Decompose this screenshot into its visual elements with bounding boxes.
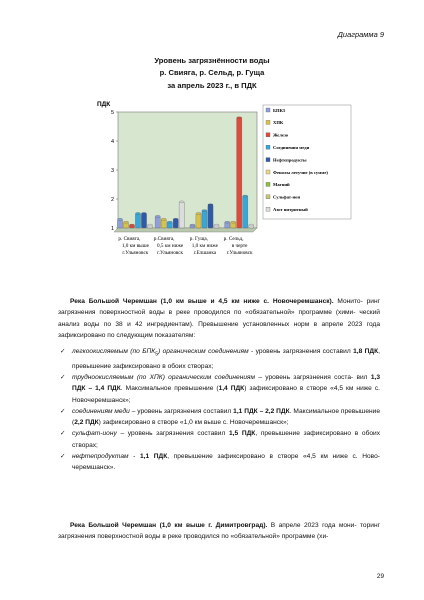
legend-swatch xyxy=(266,158,270,162)
bar-top xyxy=(141,213,146,215)
bullet-oil: ✓ нефтепродуктам - 1,1 ПДК, превышение зафиксировано в створе «4,5 км ниже с. Ново- черемшанск». xyxy=(60,452,380,472)
paragraph-1-body: Монито- ринг загрязнения поверхностной воды в реке проводился по «обязательной» программе (хими- ческий анализ воды по 38 и 42 ингредиентам). Превышение установленных норм в апреле 2023 года зафиксировано по следующим показателям: xyxy=(58,298,380,339)
category-label: 0,5 км ниже xyxy=(156,243,184,249)
paragraph-1 xyxy=(58,296,380,341)
category-label: р.Свияга, xyxy=(153,236,175,242)
bar-top xyxy=(208,204,213,206)
legend-swatch xyxy=(266,133,270,137)
legend-swatch xyxy=(266,182,270,186)
checkmark-icon: ✓ xyxy=(60,407,66,415)
bar-top xyxy=(173,218,178,220)
bar-top xyxy=(161,218,166,220)
legend-swatch xyxy=(266,170,270,174)
bar xyxy=(155,216,160,228)
chart-title-line-2: р. Свияга, р. Сельд, р. Гуща xyxy=(159,68,265,77)
bar-top xyxy=(129,224,134,226)
bar-top xyxy=(225,221,230,223)
legend-entry: БПК5 xyxy=(273,107,286,113)
paragraph-2-heading: Река Большой Черемшан (1,0 км выше г. Димитровград). xyxy=(70,522,268,529)
bar-top xyxy=(249,224,254,226)
y-tick-label: 4 xyxy=(110,139,114,145)
bar xyxy=(237,118,242,228)
bar-top xyxy=(155,215,160,217)
bar xyxy=(243,196,248,228)
legend-swatch xyxy=(266,195,270,199)
legend-entry: Сульфат-ион xyxy=(273,194,301,200)
bar xyxy=(117,219,122,228)
legend-swatch xyxy=(266,145,270,149)
legend-entry: Фенолы летучие (в сумме) xyxy=(273,169,328,175)
bar xyxy=(141,214,146,229)
category-label: г.Ульяновск xyxy=(157,250,184,256)
bar-top xyxy=(147,224,152,226)
bar xyxy=(173,219,178,228)
category-label: в черте xyxy=(231,243,248,249)
bullet-copper: ✓ соединениям меди – уровень загрязнения составил 1,1 ПДК – 2,2 ПДК. Максимальное превышение (2,2 ПДК) зафиксировано в створе «1,0 км выше с. Новочеремшанск»; xyxy=(60,407,380,427)
checkmark-icon: ✓ xyxy=(60,348,66,355)
bar xyxy=(196,214,201,229)
paragraph-1-heading: Река Большой Черемшан (1,0 км выше и 4,5 км ниже с. Новочеремшанск). xyxy=(70,298,334,305)
plot-floor xyxy=(114,228,257,232)
bullet-sulfate: ✓ сульфат-иону – уровень загрязнения составил 1,5 ПДК, превышение зафиксировано в обоих створах; xyxy=(60,430,381,449)
category-label: р. Гуща, xyxy=(189,236,208,242)
bar-top xyxy=(196,213,201,215)
bar-top xyxy=(167,221,172,223)
legend-swatch xyxy=(266,120,270,124)
page-number: 29 xyxy=(376,573,384,580)
category-label: р. Свияга, xyxy=(118,236,141,242)
chart-title-line-1: Уровень загрязнённости воды xyxy=(154,56,270,65)
checkmark-icon: ✓ xyxy=(60,430,66,438)
legend-entry: ХПК xyxy=(273,120,284,126)
checkmark-icon: ✓ xyxy=(60,452,66,460)
category-label: р. Сельд, xyxy=(223,236,244,242)
bar-top xyxy=(117,218,122,220)
plot-area xyxy=(118,112,257,228)
y-tick-label: 1 xyxy=(110,226,114,232)
legend-entry: Магний xyxy=(273,182,290,188)
legend-swatch xyxy=(266,108,270,112)
bar-top xyxy=(123,221,128,223)
y-tick-label: 2 xyxy=(110,197,114,203)
paragraph-2-body: В апреле 2023 года мони- торинг загрязнения поверхностной воды в реке проводился по «обязательной» программе (хи- xyxy=(58,522,380,541)
bar xyxy=(202,211,207,228)
bar xyxy=(161,219,166,228)
paragraph-2 xyxy=(58,520,380,543)
checkmark-icon: ✓ xyxy=(60,373,66,381)
y-tick-label: 5 xyxy=(110,110,114,116)
category-label: 1,0 км ниже xyxy=(191,243,219,249)
bar-top xyxy=(231,221,236,223)
bullet-hpk: ✓ трудноокисляемым (по ХПК) органическим соединениям – уровень загрязнения соста- вил 1,3 ПДК – 1,4 ПДК. Максимальное превышение (1,4 ПДК) зафиксировано в створе «4,5 км ниже с. Новочеремшанск»; xyxy=(60,373,380,404)
category-label: г.Елшанка xyxy=(193,250,217,256)
category-label: г.Ульяновск xyxy=(226,250,253,256)
y-tick-label: 3 xyxy=(110,168,114,174)
bar-top xyxy=(179,201,184,203)
legend-entry: Нефтепродукты xyxy=(273,157,307,163)
bullet-bpk: ✓ легкоокисляемым (по $БПК_5$) органическим соединениям - уровень загрязнения составил 1,8 ПДК, превышение зафиксировано в обоих створах; xyxy=(60,348,380,370)
chart-title-line-3: за апрель 2023 г., в ПДК xyxy=(167,81,257,90)
diagram-label: Диаграмма 9 xyxy=(337,30,384,39)
bar-top xyxy=(202,210,207,212)
bar-top xyxy=(214,224,219,226)
legend-entry: Соединения меди xyxy=(273,145,310,150)
legend-entry: Азот нитритный xyxy=(273,207,308,212)
bar-top xyxy=(243,195,248,197)
legend-swatch xyxy=(266,207,270,211)
y-axis-label: ПДК xyxy=(97,101,111,108)
bar-top xyxy=(237,117,242,119)
category-label: 1,0 км выше xyxy=(121,243,149,249)
bar xyxy=(135,214,140,229)
bar xyxy=(208,205,213,228)
bar-top xyxy=(190,224,195,226)
category-label: г.Ульяновск xyxy=(122,250,149,256)
bar xyxy=(179,202,184,228)
legend-entry: Железо xyxy=(273,132,289,138)
bullet-list xyxy=(58,346,380,474)
pollution-bar-chart xyxy=(85,100,370,272)
bar-top xyxy=(135,213,140,215)
